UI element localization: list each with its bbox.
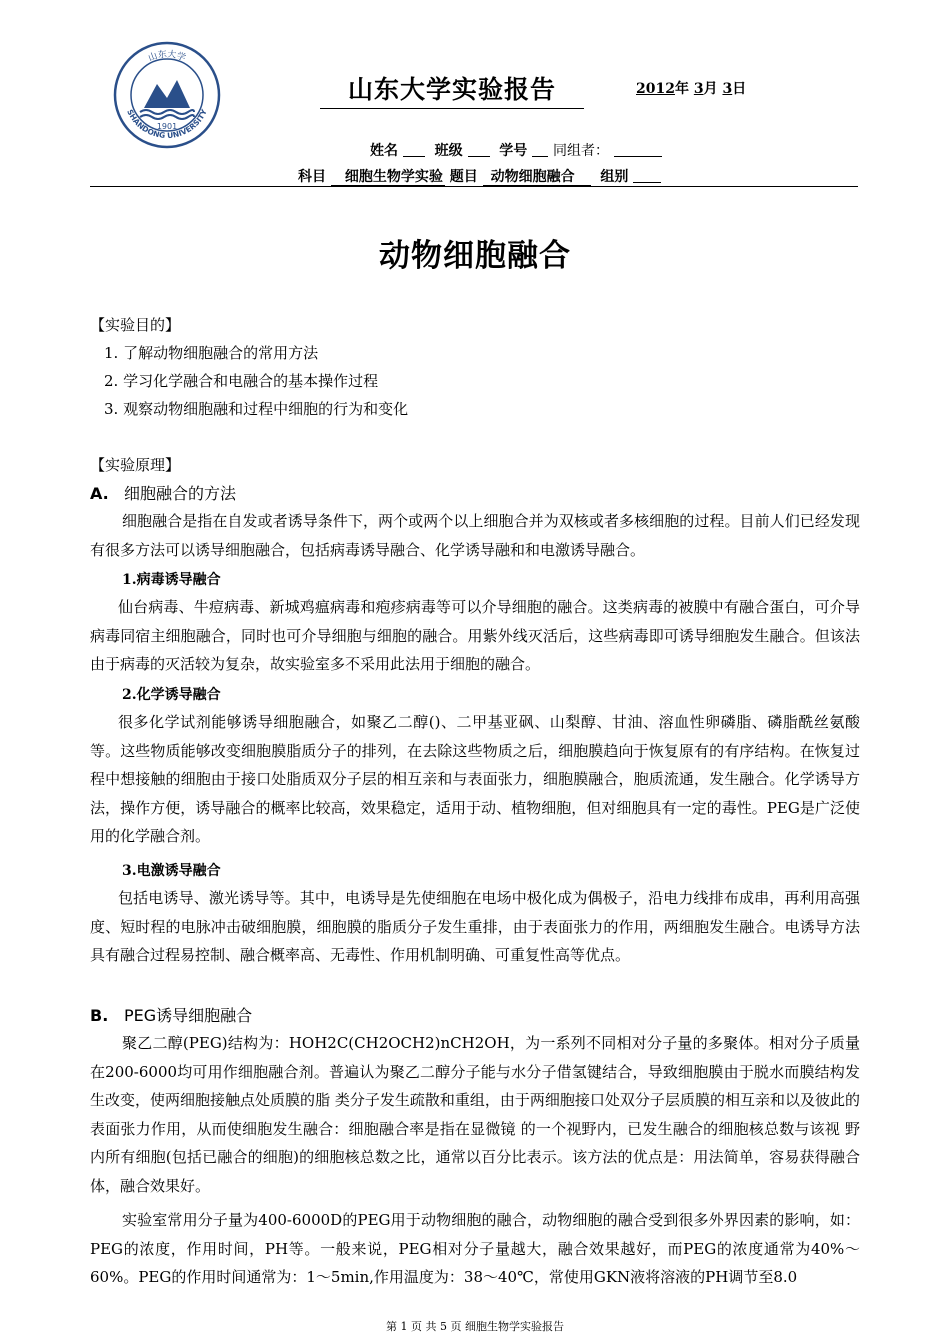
header-divider	[90, 186, 858, 187]
subject-label: 科目	[298, 169, 326, 185]
section-b-paragraph-2: 实验室常用分子量为400-6000D的PEG用于动物细胞的融合，动物细胞的融合受到很多外界因素的影响，如：PEG的浓度，作用时间，PH等。一般来说，PEG相对分子量越大，融合效果越好，而PEG的浓度通常为40%～60%。PEG的作用时间通常为：1～5min,作用温度为：38～40℃，常使用GKN液将溶液的PH调节至8.0	[90, 1211, 860, 1286]
date-year-unit: 年	[674, 81, 689, 97]
class-label: 班级	[434, 143, 463, 159]
section-a-title: 细胞融合的方法	[124, 484, 237, 503]
purpose-item: 3. 观察动物细胞融和过程中细胞的行为和变化	[104, 400, 409, 418]
svg-text:1901: 1901	[156, 122, 178, 131]
method-1-text: 仙台病毒、牛痘病毒、新城鸡瘟病毒和疱疹病毒等可以介导细胞的融合。这类病毒的被膜中有融合蛋白，可介导病毒同宿主细胞融合，同时也可介导细胞与细胞的融合。用紫外线灭活后，这些病毒即可诱导细胞发生融合。但该法由于病毒的灭活较为复杂，故实验室多不采用此法用于细胞的融合。	[90, 598, 860, 673]
subject-value: 细胞生物学实验	[331, 169, 445, 186]
section-b-paragraph-1: 聚乙二醇(PEG)结构为：HOH2C(CH2OCH2)nCH2OH，为一系列不同相对分子量的多聚体。相对分子质量在200-6000均可用作细胞融合剂。普遍认为聚乙二醇分子能与水分子借氢键结合，导致细胞膜由于脱水而膜结构发生改变，使两细胞接触点处质膜的脂 类分子发生疏散和重组，由于两细胞接口处双分子层质膜的相互亲和以及彼此的表面张力作用，从而使细胞发生融合：细胞融合率是指在显微镜 的一个视野内，已发生融合的细胞核总数与该视 野内所有细胞(包括已融合的细胞)的细胞核总数之比，通常以百分比表示。该方法的优点是：用法简单，容易获得融合体，融合效果好。	[90, 1034, 860, 1195]
section-b-title: PEG诱导细胞融合	[124, 1006, 253, 1025]
name-field[interactable]	[403, 142, 425, 157]
section-a-heading	[90, 481, 236, 504]
method-2-text: 很多化学试剂能够诱导细胞融合，如聚乙二醇()、二甲基亚砜、山梨醇、甘油、溶血性卵磷脂、磷脂酰丝氨酸等。这些物质能够改变细胞膜脂质分子的排列，在去除这些物质之后，细胞膜趋向于恢复原有的有序结构。在恢复过程中想接触的细胞由于接口处脂质双分子层的相互亲和与表面张力，细胞膜融合，胞质流通，发生融合。化学诱导方法，操作方便，诱导融合的概率比较高，效果稳定，适用于动、植物细胞，但对细胞具有一定的毒性。PEG是广泛使用的化学融合剂。	[90, 713, 860, 845]
section-a-intro: 细胞融合是指在自发或者诱导条件下，两个或两个以上细胞合并为双核或者多核细胞的过程。目前人们已经发现有很多方法可以诱导细胞融合，包括病毒诱导融合、化学诱导融和和电激诱导融合。	[90, 512, 860, 559]
method-3-text: 包括电诱导、激光诱导等。其中，电诱导是先使细胞在电场中极化成为偶极子，沿电力线排布成串，再利用高强度、短时程的电脉冲击破细胞膜，细胞膜的脂质分子发生重排，由于表面张力的作用，两细胞发生融合。电诱导方法具有融合过程易控制、融合概率高、无毒性、作用机制明确、可重复性高等优点。	[90, 889, 860, 964]
class-field[interactable]	[468, 142, 490, 157]
date-month: 3	[693, 81, 704, 97]
partner-field[interactable]	[614, 142, 662, 157]
university-logo	[112, 40, 222, 150]
method-2-heading: 2.化学诱导融合	[122, 687, 221, 703]
section-b-heading	[90, 1003, 252, 1026]
id-field[interactable]	[532, 142, 548, 157]
date-day-unit: 日	[732, 81, 747, 97]
name-label: 姓名	[370, 143, 398, 159]
partner-label: 同组者：	[553, 143, 609, 159]
purpose-item: 2. 学习化学融合和电融合的基本操作过程	[104, 372, 379, 390]
purpose-item: 1. 了解动物细胞融合的常用方法	[104, 344, 319, 362]
method-3-heading: 3.电激诱导融合	[122, 863, 221, 879]
page-footer: 第 1 页 共 5 页 细胞生物学实验报告	[386, 1320, 564, 1333]
purpose-heading: 【实验目的】	[90, 316, 181, 334]
group-label: 组别	[600, 169, 629, 185]
svg-text:山东大学: 山东大学	[147, 49, 187, 64]
topic-value: 动物细胞融合	[483, 169, 591, 186]
svg-text:SHANDONG UNIVERSITY: SHANDONG UNIVERSITY	[125, 107, 209, 141]
principle-heading: 【实验原理】	[90, 456, 181, 474]
id-label: 学号	[499, 143, 528, 159]
date-month-unit: 月	[703, 81, 718, 97]
seal-icon	[112, 40, 222, 150]
section-a-marker: A.	[90, 484, 109, 503]
topic-label: 题目	[449, 169, 478, 185]
section-b-marker: B.	[90, 1006, 109, 1025]
student-info-line	[370, 140, 662, 160]
date-year: 2012	[636, 81, 675, 97]
page-title: 动物细胞融合	[379, 238, 571, 274]
report-title: 山东大学实验报告	[320, 70, 584, 109]
date-day: 3	[722, 81, 733, 97]
report-date	[636, 78, 746, 98]
group-field[interactable]	[633, 168, 661, 183]
subject-info-line	[298, 166, 661, 186]
method-1-heading: 1.病毒诱导融合	[122, 572, 221, 588]
